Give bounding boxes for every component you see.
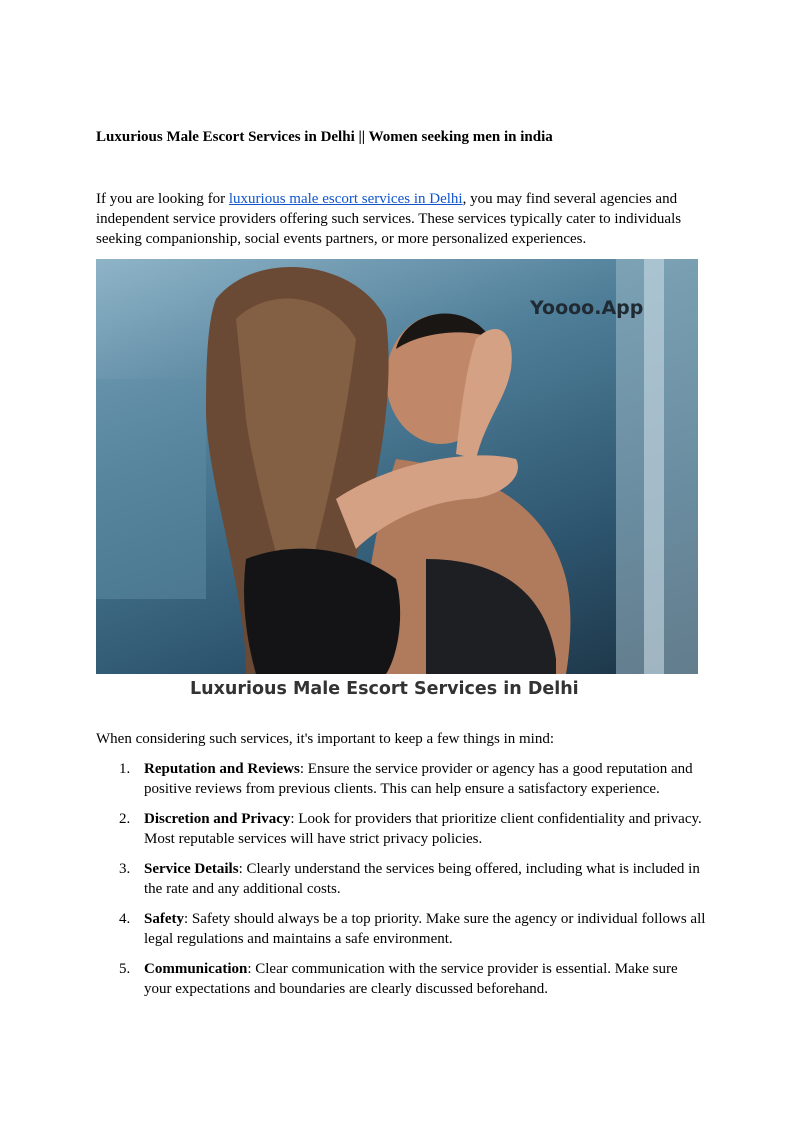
list-number: 4. [119, 911, 131, 927]
intro-paragraph [96, 189, 706, 249]
list-text: : Clearly understand the services being offered, including what is included in the rate and any additional costs. [144, 861, 700, 897]
list-item [96, 809, 706, 849]
intro-text-before: If you are looking for [96, 191, 229, 207]
list-term: Reputation and Reviews [144, 761, 300, 777]
intro-text-after: , you may find several agencies and independent service providers offering such services. These services typically cater to individuals seeking companionship, social events partners, or more personalized experiences. [96, 191, 682, 247]
escort-services-link[interactable]: luxurious male escort services in Delhi [228, 191, 463, 207]
list-number: 2. [119, 811, 131, 827]
list-text: : Look for providers that prioritize client confidentiality and privacy. Most reputable services will have strict privacy policies. [144, 811, 702, 847]
list-number: 1. [119, 761, 131, 777]
list-item [96, 759, 706, 799]
list-term: Safety [144, 911, 184, 927]
list-text: : Ensure the service provider or agency has a good reputation and positive reviews from previous clients. This can help ensure a satisfactory experience. [144, 761, 693, 797]
couple-illustration [96, 259, 698, 674]
list-term: Discretion and Privacy [144, 811, 291, 827]
considerations-list [96, 759, 706, 1009]
list-number: 5. [119, 961, 131, 977]
list-item [96, 909, 706, 949]
list-text: : Safety should always be a top priority. Make sure the agency or individual follows all legal regulations and maintains a safe environment. [144, 911, 706, 947]
couple-photo [96, 259, 698, 674]
considerations-lead: When considering such services, it's important to keep a few things in mind: [96, 731, 555, 747]
list-item [96, 959, 706, 999]
image-caption: Luxurious Male Escort Services in Delhi [190, 679, 579, 699]
image-watermark: Yoooo.App [530, 297, 644, 319]
list-item [96, 859, 706, 899]
list-term: Communication [144, 961, 248, 977]
list-term: Service Details [144, 861, 239, 877]
list-number: 3. [119, 861, 131, 877]
list-text: : Clear communication with the service provider is essential. Make sure your expectations and boundaries are clearly discussed beforehand. [144, 961, 678, 997]
page-title: Luxurious Male Escort Services in Delhi || Women seeking men in india [96, 129, 553, 145]
